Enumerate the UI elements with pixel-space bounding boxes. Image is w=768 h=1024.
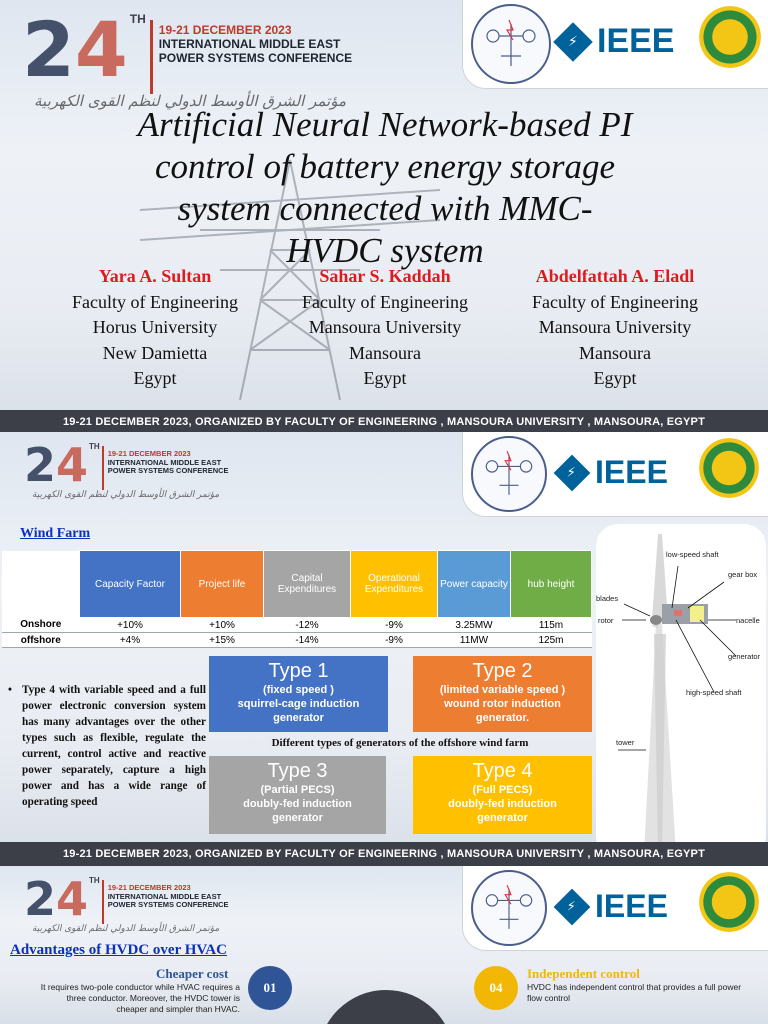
author-name: Abdelfattah A. Eladl (535, 266, 695, 286)
table-header: hub height (511, 551, 592, 618)
type-line: squirrel-cage induction (237, 698, 360, 710)
type-line: (Full PECS) (472, 784, 533, 796)
arabic-conference-name: مؤتمر الشرق الأوسط الدولي لنظم القوى الكهربية (34, 92, 346, 110)
conference-line1: INTERNATIONAL MIDDLE EAST (107, 891, 222, 901)
author-country: Egypt (593, 368, 637, 388)
author-list (40, 264, 730, 392)
sponsor-logos (462, 432, 768, 517)
arabic-conference-name: مؤتمر الشرق الأوسط الدولي لنظم القوى الكهربية (32, 490, 220, 500)
types-caption: Different types of generators of the offshore wind farm (271, 737, 529, 749)
type4-box (413, 756, 592, 834)
table-header: Capital Expenditures (264, 551, 351, 618)
section-heading: Wind Farm (20, 526, 91, 541)
conference-suffix: TH (129, 12, 146, 26)
table-cell: 115m (511, 618, 592, 633)
author-dept: Faculty of Engineering (72, 291, 238, 312)
university-seal-icon (699, 6, 761, 68)
ieee-logo: ⚡ IEEE (559, 22, 674, 61)
ieee-logo: ⚡ IEEE (559, 888, 668, 925)
label-blades: blades (596, 594, 619, 603)
label-generator: generator (728, 652, 761, 661)
row-label: offshore (2, 633, 80, 648)
table-corner (2, 551, 80, 618)
ieee-diamond-icon: ⚡ (553, 22, 593, 62)
wind-farm-slide (0, 432, 768, 866)
conference-dates: 19-21 DECEMBER 2023 (158, 23, 292, 37)
type4-bullet (8, 682, 206, 810)
table-cell: 3.25MW (438, 618, 511, 633)
conference-line1: INTERNATIONAL MIDDLE EAST (107, 457, 222, 467)
table-header: Power capacity (438, 551, 511, 618)
author-country: Egypt (133, 368, 177, 388)
row-label: Onshore (2, 618, 80, 633)
conference-suffix: TH (89, 876, 100, 885)
paper-title: Artificial Neural Network-based PI control of battery energy storage system connected with MMC-HVDC system (137, 105, 633, 270)
sponsor-logos (462, 0, 768, 89)
label-nacelle: nacelle (736, 616, 760, 625)
type-line: (limited variable speed ) (439, 684, 566, 696)
author-univ: Mansoura University (308, 317, 462, 337)
conference-line2: POWER SYSTEMS CONFERENCE (158, 50, 353, 65)
university-seal-icon (699, 438, 759, 498)
author-2 (270, 264, 500, 392)
conference-logo (22, 5, 353, 94)
conference-number: 24 (22, 5, 128, 94)
logo-divider (102, 880, 104, 924)
sponsor-logos (462, 866, 768, 951)
type-line: generator (272, 812, 323, 824)
table-cell: +4% (80, 633, 181, 648)
conference-logo (24, 438, 229, 492)
type-title: Type 3 (267, 760, 328, 782)
type-line: doubly-fed induction (448, 798, 557, 810)
bullet-text: Type 4 with variable speed and a full power electronic conversion system has many advantages over the other types such as flexible, regulate the current, control active and reactive power separately, capture a high power and has a wide range of operating speed (22, 684, 206, 808)
label-rotor: rotor (598, 616, 614, 625)
conference-dates: 19-21 DECEMBER 2023 (107, 449, 191, 458)
type-line: generator. (475, 712, 530, 724)
type-line: (fixed speed ) (263, 684, 334, 696)
conference-suffix: TH (89, 442, 100, 451)
table-cell: 125m (511, 633, 592, 648)
advantage-desc: HVDC has independent control that provides a full power flow control (527, 982, 742, 1003)
table-cell: +15% (181, 633, 264, 648)
type-title: Type 2 (472, 660, 533, 682)
arabic-conference-name: مؤتمر الشرق الأوسط الدولي لنظم القوى الكهربية (32, 924, 220, 934)
ieee-diamond-icon: ⚡ (554, 888, 591, 925)
advantage-number: 01 (248, 966, 292, 1010)
author-country: Egypt (363, 368, 407, 388)
table-row (2, 618, 592, 633)
conference-logo (24, 872, 229, 926)
table-cell: -9% (351, 633, 438, 648)
table-header: Capacity Factor (80, 551, 181, 618)
type-line: generator (273, 712, 324, 724)
logo-divider (150, 20, 153, 94)
wind-farm-table (2, 550, 592, 648)
author-1 (40, 264, 270, 392)
hvdc-advantages-slide (0, 866, 768, 1024)
advantage-number: 04 (474, 966, 518, 1010)
conference-line2: POWER SYSTEMS CONFERENCE (107, 466, 229, 476)
author-univ: Horus University (92, 317, 218, 337)
author-dept: Faculty of Engineering (532, 291, 698, 312)
type-title: Type 4 (472, 760, 533, 782)
type-line: wound rotor induction (444, 698, 561, 710)
section-heading: Advantages of HVDC over HVAC (10, 942, 227, 958)
conference-line2: POWER SYSTEMS CONFERENCE (107, 900, 229, 910)
label-tower: tower (616, 738, 635, 747)
author-3 (500, 264, 730, 392)
label-gear-box: gear box (728, 570, 758, 579)
type1-box (209, 656, 388, 732)
type-title: Type 1 (268, 660, 329, 682)
slide-footer: 19-21 DECEMBER 2023, ORGANIZED BY FACULTY OF ENGINEERING , MANSOURA UNIVERSITY , MANSOURA, EGYPT (0, 410, 768, 432)
circuit-logo-icon (471, 870, 547, 946)
advantage-title: Cheaper cost (156, 966, 229, 981)
advantage-desc: It requires two-pole conductor while HVAC requires a three conductor. Moreover, the HVDC tower is cheaper and simpler than HVAC. (40, 982, 240, 1014)
ieee-diamond-icon: ⚡ (554, 454, 591, 491)
conference-number: 24 (24, 438, 89, 492)
table-cell: +10% (181, 618, 264, 633)
author-dept: Faculty of Engineering (302, 291, 468, 312)
author-city: Mansoura (349, 342, 421, 363)
type3-box (209, 756, 386, 834)
author-name: Yara A. Sultan (98, 266, 212, 286)
table-header: Operational Expenditures (351, 551, 438, 618)
table-cell: +10% (80, 618, 181, 633)
ieee-logo: ⚡ IEEE (559, 454, 668, 491)
table-row (2, 633, 592, 648)
conference-number: 24 (24, 872, 89, 926)
table-cell: -14% (264, 633, 351, 648)
table-header: Project life (181, 551, 264, 618)
label-high-speed-shaft: high-speed shaft (686, 688, 742, 697)
author-city: Mansoura (579, 342, 651, 363)
title-slide (0, 0, 768, 432)
wind-turbine-diagram (596, 524, 766, 858)
table-cell: -9% (351, 618, 438, 633)
author-name: Sahar S. Kaddah (319, 266, 451, 286)
advantage-title: Independent control (527, 966, 640, 981)
center-arc (318, 990, 454, 1024)
circuit-logo-icon (471, 436, 547, 512)
table-cell: 11MW (438, 633, 511, 648)
slide-footer: 19-21 DECEMBER 2023, ORGANIZED BY FACULTY OF ENGINEERING , MANSOURA UNIVERSITY , MANSOURA, EGYPT (0, 842, 768, 866)
conference-dates: 19-21 DECEMBER 2023 (107, 883, 191, 892)
type-line: (Partial PECS) (260, 784, 335, 796)
circuit-logo-icon (471, 4, 551, 84)
label-low-speed-shaft: low-speed shaft (666, 550, 719, 559)
university-seal-icon (699, 872, 759, 932)
table-cell: -12% (264, 618, 351, 633)
author-city: New Damietta (102, 342, 208, 363)
bullet-dot-icon: • (8, 684, 12, 696)
type-line: doubly-fed induction (243, 798, 352, 810)
conference-line1: INTERNATIONAL MIDDLE EAST (158, 36, 341, 51)
logo-divider (102, 446, 104, 490)
type2-box (413, 656, 592, 732)
type-line: generator (477, 812, 528, 824)
author-univ: Mansoura University (538, 317, 692, 337)
